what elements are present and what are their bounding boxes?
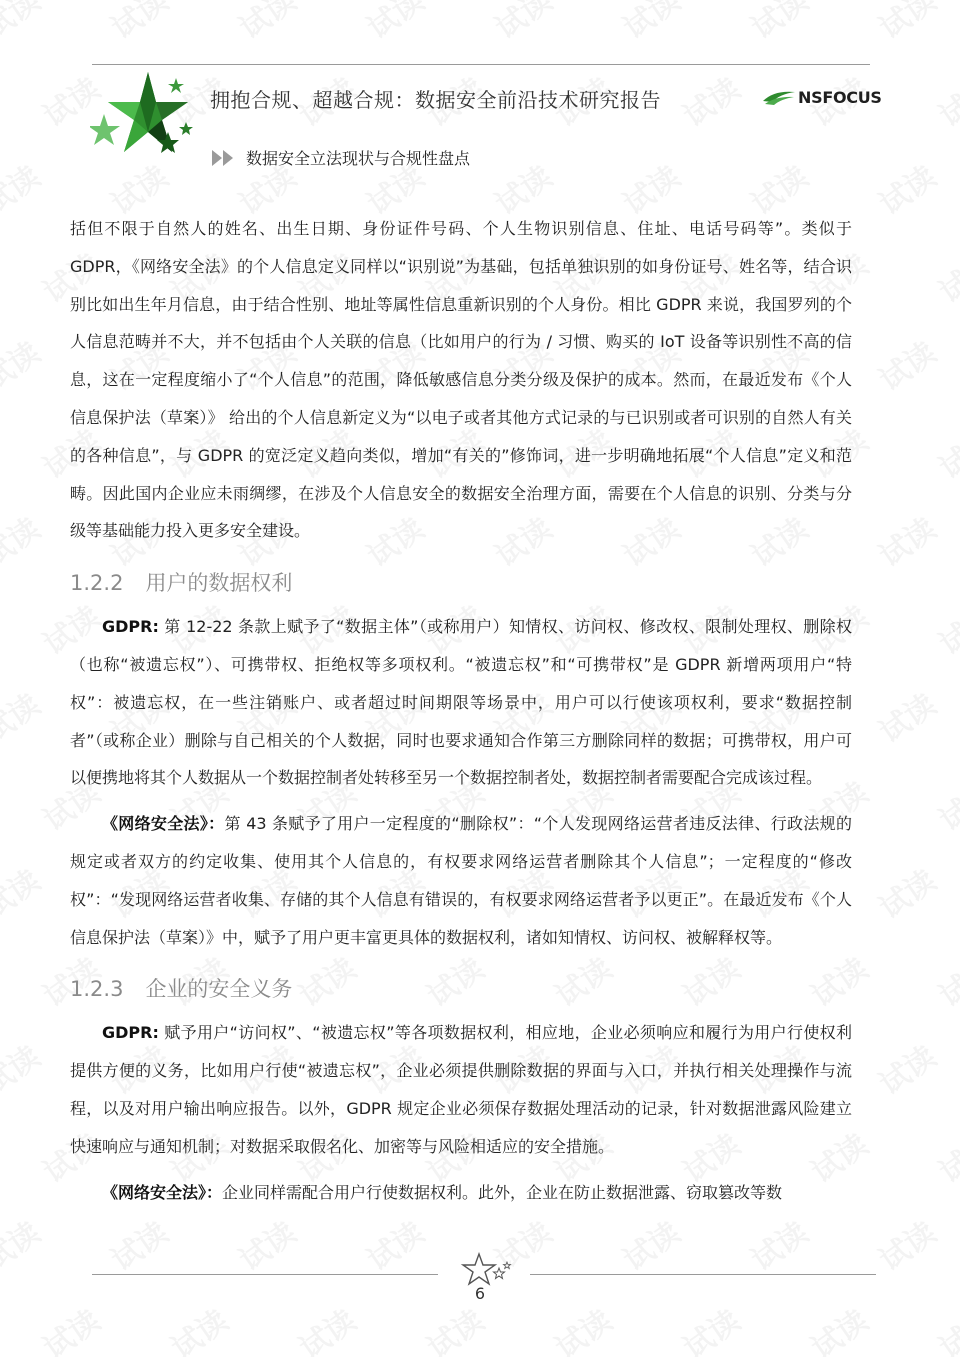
- watermark-text: [869, 681, 943, 751]
- section-title: 用户的数据权利: [145, 571, 293, 596]
- brand-name: NSFOCUS: [798, 87, 882, 107]
- watermark-text: [161, 1297, 235, 1357]
- watermark-text: [801, 1297, 875, 1357]
- watermark-text: [357, 0, 431, 47]
- watermark-text: [101, 1209, 175, 1279]
- paragraph-lead: 《网络安全法》：: [102, 1182, 223, 1202]
- cybersecurity-law-user-rights-paragraph: [70, 805, 852, 956]
- section-number: 1.2.3: [70, 977, 124, 1002]
- gdpr-enterprise-duties-paragraph: [70, 1014, 852, 1165]
- watermark-text: [869, 329, 943, 399]
- watermark-text: [289, 1297, 363, 1357]
- watermark-text: [673, 65, 747, 135]
- header-divider: [92, 64, 870, 65]
- watermark-text: [0, 681, 47, 751]
- document-body: [70, 210, 852, 1211]
- paragraph-text: 第 12-22 条款上赋予了“数据主体”（或称用户）知情权、访问权、修改权、限制处理权、删除权（也称“被遗忘权”）、可携带权、拒绝权等多项权利。“被遗忘权”和“可携带权”是 GDPR 新增两项用户“特权”：被遗忘权，在一些注销账户、或者超过时间期限等场景中，用户可以行使该项权利，要求“数据控制者”（或称企业）删除与自己相关的个人数据，同时也要求通知合作第三方删除同样的数据；可携带权，用户可以便携地将其个人数据从一个数据控制者处转移至另一个数据控制者处，数据控制者需要配合完成该过程。: [70, 617, 852, 788]
- watermark-text: [0, 0, 47, 47]
- watermark-text: [229, 0, 303, 47]
- watermark-text: [0, 1209, 47, 1279]
- watermark-text: [0, 153, 47, 223]
- watermark-text: [0, 857, 47, 927]
- cybersecurity-law-enterprise-duties-paragraph: [70, 1174, 852, 1212]
- section-heading-1-2-2: [70, 562, 852, 604]
- watermark-text: [0, 505, 47, 575]
- watermark-text: [741, 1209, 815, 1279]
- paragraph-text: 赋予用户“访问权”、“被遗忘权”等各项数据权利，相应地，企业必须响应和履行为用户行使权利提供方便的义务，比如用户行使“被遗忘权”，企业必须提供删除数据的界面与入口，并执行相关处理操作与流程，以及对用户输出响应报告。以外，GDPR 规定企业必须保存数据处理活动的记录，针对数据泄露风险建立快速响应与通知机制；对数据采取假名化、加密等与风险相适应的安全措施。: [70, 1023, 852, 1156]
- watermark-text: [929, 65, 960, 135]
- double-chevron-right-icon: [212, 150, 236, 166]
- watermark-text: [357, 1209, 431, 1279]
- watermark-text: [673, 1297, 747, 1357]
- brand-logo: [762, 86, 894, 108]
- section-title: 企业的安全义务: [145, 977, 293, 1002]
- watermark-text: [869, 505, 943, 575]
- paragraph-lead: GDPR:: [102, 1023, 159, 1043]
- gdpr-user-rights-paragraph: [70, 608, 852, 797]
- section-tag-label: 数据安全立法现状与合规性盘点: [246, 149, 471, 168]
- watermark-text: [545, 1297, 619, 1357]
- footer-divider-left: [92, 1274, 438, 1275]
- watermark-text: [929, 241, 960, 311]
- watermark-text: [929, 769, 960, 839]
- paragraph-text: 企业同样需配合用户行使数据权利。此外，企业在防止数据泄露、窃取篡改等数: [222, 1182, 783, 1202]
- section-number: 1.2.2: [70, 571, 124, 596]
- watermark-text: [929, 945, 960, 1015]
- page-number: 6: [474, 1284, 486, 1303]
- watermark-text: [929, 417, 960, 487]
- watermark-text: [869, 1209, 943, 1279]
- paragraph-lead: GDPR:: [102, 617, 159, 637]
- watermark-text: [929, 1121, 960, 1191]
- section-tag: [212, 146, 470, 169]
- section-heading-1-2-3: [70, 968, 852, 1010]
- watermark-text: [741, 0, 815, 47]
- green-star-cluster-icon: [90, 68, 200, 164]
- watermark-text: [929, 593, 960, 663]
- paragraph-lead: 《网络安全法》：: [102, 814, 225, 834]
- watermark-text: [869, 1033, 943, 1103]
- watermark-text: [929, 1297, 960, 1357]
- watermark-text: [869, 153, 943, 223]
- footer-divider-right: [530, 1274, 876, 1275]
- report-title: 拥抱合规、超越合规：数据安全前沿技术研究报告: [210, 88, 661, 112]
- watermark-text: [613, 1209, 687, 1279]
- paragraph-text: 第 43 条赋予了用户一定程度的“删除权”：“个人发现网络运营者违反法律、行政法规的规定或者双方的约定收集、使用其个人信息的，有权要求网络运营者删除其个人信息”；一定程度的“修改权”：“发现网络运营者收集、存储的其个人信息有错误的，有权要求网络运营者予以更正”。在最近发布《个人信息保护法（草案）》中，赋予了用户更丰富更具体的数据权利，诸如知情权、访问权、被解释权等。: [70, 814, 852, 947]
- watermark-text: [0, 1033, 47, 1103]
- watermark-text: [101, 0, 175, 47]
- nsfocus-emblem-icon: [762, 88, 796, 106]
- watermark-text: [33, 1297, 107, 1357]
- watermark-text: [485, 0, 559, 47]
- watermark-text: [613, 0, 687, 47]
- watermark-text: [0, 329, 47, 399]
- intro-paragraph: 括但不限于自然人的姓名、出生日期、身份证件号码、个人生物识别信息、住址、电话号码等”。类似于 GDPR，《网络安全法》的个人信息定义同样以“识别说”为基础，包括单独识别的如身份证号、姓名等，结合识别比如出生年月信息，由于结合性别、地址等属性信息重新识别的个人身份。相比 GDPR 来说，我国罗列的个人信息范畴并不大，并不包括由个人关联的信息（比如用户的行为 / 习惯、购买的 IoT 设备等识别性不高的信息，这在一定程度缩小了“个人信息”的范围，降低敏感信息分类分级及保护的成本。然而，在最近发布《个人信息保护法（草案）》 给出的个人信息新定义为“以电子或者其他方式记录的与已识别或者可识别的自然人有关的各种信息”，与 GDPR 的宽泛定义趋向类似，增加“有关的”修饰词，进一步明确地拓展“个人信息”定义和范畴。因此国内企业应未雨绸缪，在涉及个人信息安全的数据安全治理方面，需要在个人信息的识别、分类与分级等基础能力投入更多安全建设。: [70, 219, 852, 541]
- outline-star-icon: [457, 1252, 513, 1286]
- watermark-text: [869, 0, 943, 47]
- watermark-text: [417, 1297, 491, 1357]
- watermark-text: [229, 1209, 303, 1279]
- watermark-text: [869, 857, 943, 927]
